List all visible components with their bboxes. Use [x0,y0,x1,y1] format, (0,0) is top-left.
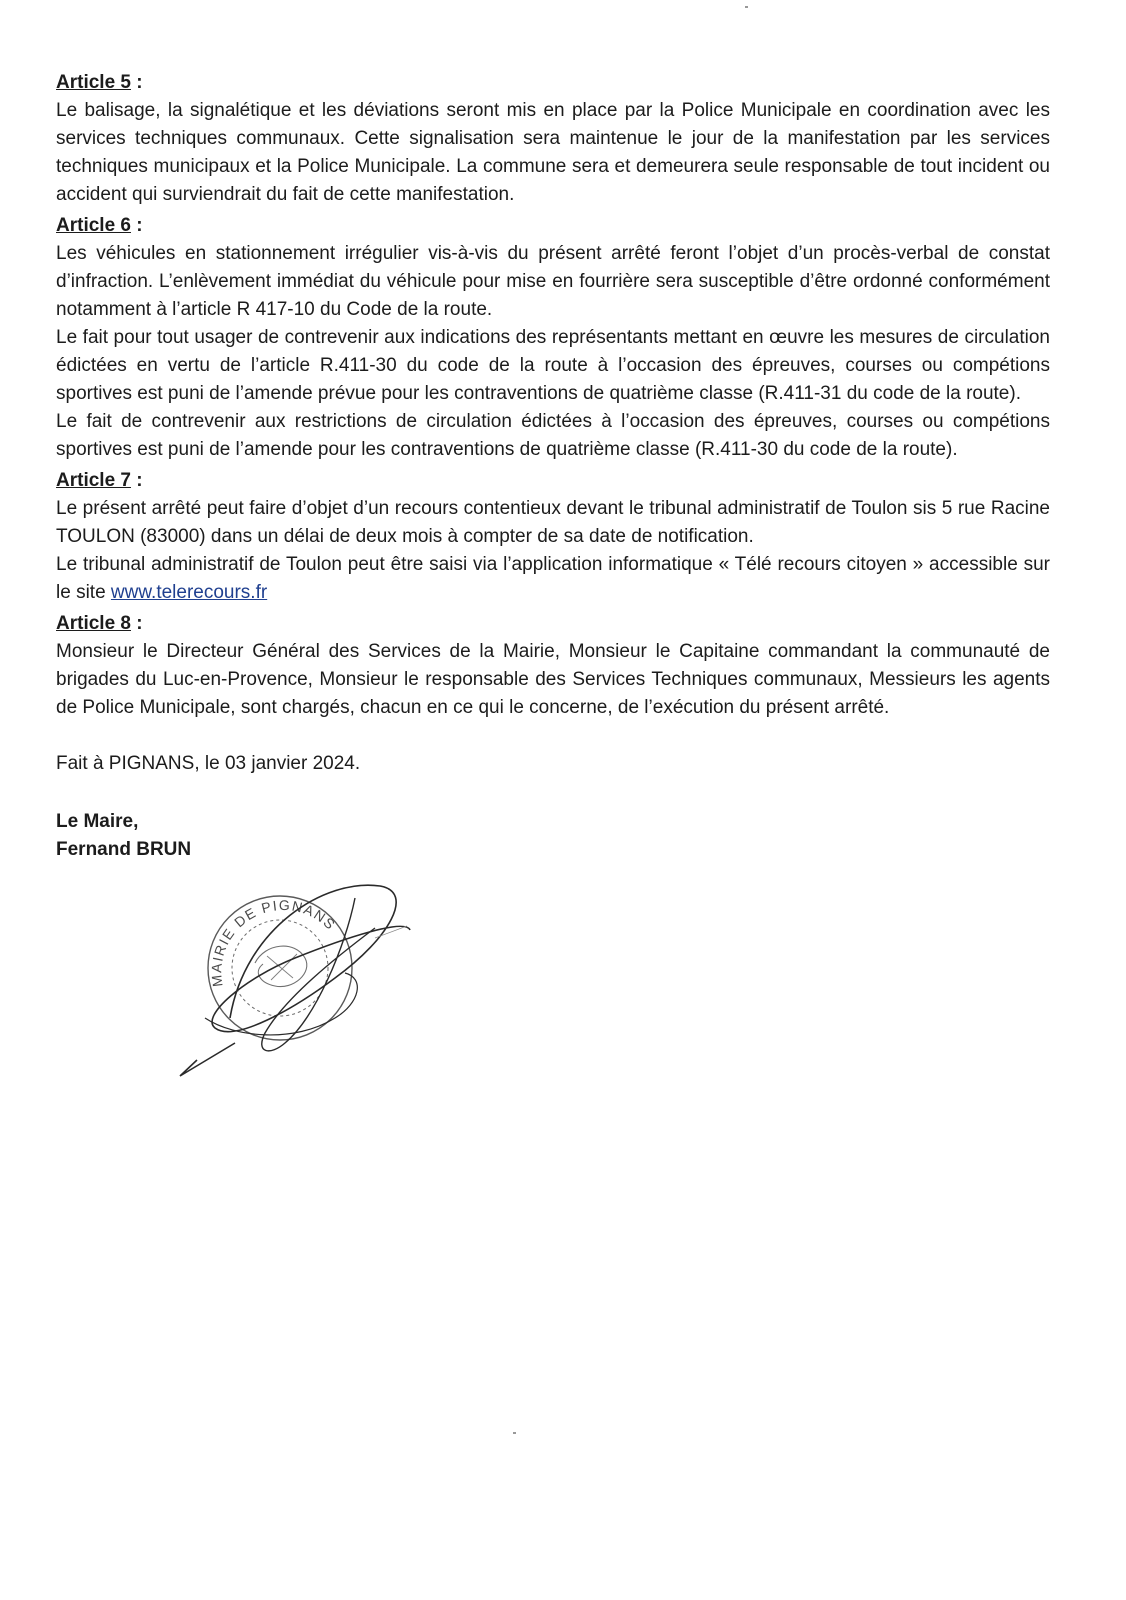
article-8-heading [56,610,1050,638]
article-5-label: Article 5 [56,72,131,93]
signature-tail-stroke [180,1043,235,1076]
scan-speck [745,6,748,8]
article-8-paragraph: Monsieur le Directeur Général des Services de la Mairie, Monsieur le Capitaine commandant la communauté de brigades du Luc-en-Provence, Monsieur le responsable des Services Techniques communaux, Messieurs les agents de Police Municipale, sont chargés, chacun en ce qui le concerne, de l’exécution du présent arrêté. [56,641,1050,718]
article-7-paragraph-2 [56,551,1050,607]
article-5-paragraph: Le balisage, la signalétique et les déviations seront mis en place par la Police Municipale en coordination avec les services techniques communaux. Cette signalisation sera maintenue le jour de la manifestation par les services techniques municipaux et la Police Municipale. La commune sera et demeurera seule responsable de tout incident ou accident qui surviendrait du fait de cette manifestation. [56,100,1050,205]
stamp-and-signature-icon [175,868,415,1083]
signatory-name: Fernand BRUN [56,839,192,860]
article-6-label: Article 6 [56,215,131,236]
telerecours-link[interactable]: www.telerecours.fr [110,582,268,603]
document-body [56,66,1050,864]
closing-line: Fait à PIGNANS, le 03 janvier 2024. [56,753,361,774]
article-6-heading [56,212,1050,240]
article-8-colon: : [130,613,143,634]
article-7-paragraph-2-text: Le tribunal administratif de Toulon peut être saisi via l’application informatique « Télé recours citoyen » accessible sur le site [56,554,1050,603]
article-5-colon: : [130,72,143,93]
article-6-colon: : [130,215,143,236]
article-8-label: Article 8 [56,613,131,634]
article-7-paragraph-1: Le présent arrêté peut faire d’objet d’un recours contentieux devant le tribunal administratif de Toulon sis 5 rue Racine TOULON (83000) dans un délai de deux mois à compter de sa date de notification. [56,498,1050,547]
article-6-paragraph-1: Les véhicules en stationnement irrégulier vis-à-vis du présent arrêté feront l’objet d’un procès-verbal de constat d’infraction. L’enlèvement immédiat du véhicule pour mise en fourrière sera susceptible d’être ordonné conformément notamment à l’article R 417-10 du Code de la route. [56,243,1050,320]
article-6-paragraph-2: Le fait pour tout usager de contrevenir aux indications des représentants mettant en œuvre les mesures de circulation édictées en vertu de l’article R.411-30 du code de la route à l’occasion des épreuves, courses ou compétions sportives est puni de l’amende prévue pour les contraventions de quatrième classe (R.411-31 du code de la route). [56,327,1050,404]
signature-stroke-3 [205,973,357,1035]
scan-speck [513,1432,516,1434]
article-7-label: Article 7 [56,470,131,491]
signatory-block [56,808,1050,864]
stamp-lettering: MAIRIE DE PIGNANS [208,896,340,988]
article-7-colon: : [130,470,143,491]
article-6-paragraph-3: Le fait de contrevenir aux restrictions de circulation édictées à l’occasion des épreuves, courses ou compétions sportives est puni de l’amende pour les contraventions de quatrième classe (R.411-30 du code de la route). [56,411,1050,460]
article-5-heading [56,69,1050,97]
article-7-heading [56,467,1050,495]
signatory-title: Le Maire, [56,811,139,832]
